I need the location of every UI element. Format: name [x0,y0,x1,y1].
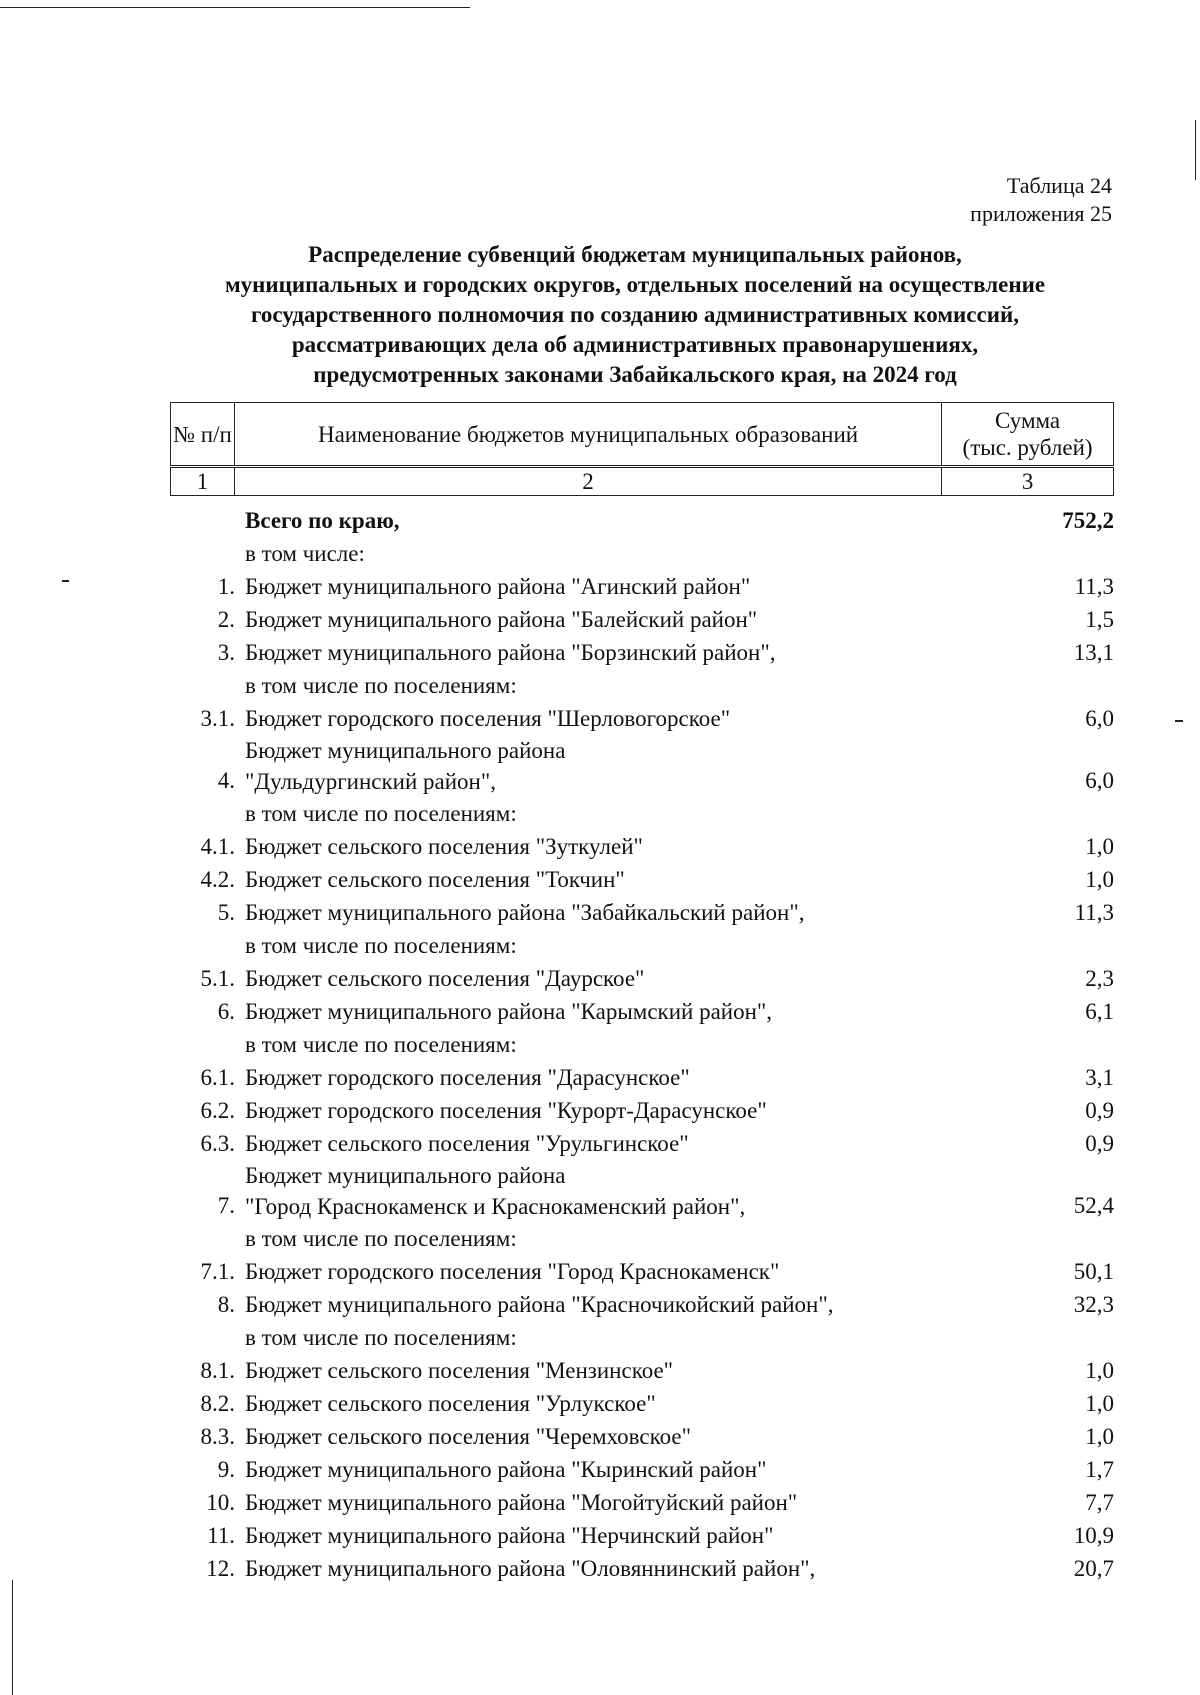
table-row [170,1387,1114,1420]
row-name: в том числе: [245,541,365,566]
header-sum-col [942,403,1114,467]
table-row [170,1552,1114,1585]
table-reference [970,172,1112,228]
row-value: 0,9 [1085,1131,1114,1156]
row-value: 10,9 [1073,1523,1114,1548]
row-value: 6,1 [1085,999,1114,1024]
row-value: 752,2 [1062,508,1114,533]
row-number: 12. [206,1556,235,1581]
header-index-2: 2 [234,467,941,496]
table-row [170,702,1114,735]
table-row [170,863,1114,896]
row-value: 11,3 [1074,574,1114,599]
row-number: 6. [217,999,235,1024]
budget-rows [170,504,1114,1585]
row-value: 6,0 [1085,768,1114,793]
row-value: 3,1 [1085,1065,1114,1090]
row-value: 1,7 [1085,1457,1114,1482]
row-number: 4. [217,768,235,793]
header-name-col: Наименование бюджетов муниципальных образований [234,403,941,467]
table-row [170,504,1114,537]
row-name: Бюджет городского поселения "Дарасунское" [245,1065,690,1090]
row-number: 1. [217,574,235,599]
table-row [170,1519,1114,1552]
row-number: 5.1. [200,966,235,991]
row-value: 1,0 [1085,1391,1114,1416]
row-name [235,1160,994,1222]
table-row [170,1288,1114,1321]
title-line: муниципальных и городских округов, отдельных поселений на осуществление [224,272,1046,297]
table-row [170,1061,1114,1094]
table-row [170,1222,1114,1255]
row-value: 2,3 [1085,966,1114,991]
row-name: в том числе по поселениям: [245,673,517,698]
row-value: 7,7 [1085,1490,1114,1515]
row-number: 4.1. [200,834,235,859]
row-number: 2. [217,607,235,632]
row-value: 0,9 [1085,1098,1114,1123]
table-row [170,1321,1114,1354]
row-name-line2: "Дульдургинский район", [245,769,497,794]
row-name: Бюджет сельского поселения "Урлукское" [245,1391,656,1416]
row-number: 8.1. [200,1358,235,1383]
row-name: Бюджет сельского поселения "Черемховское" [245,1424,691,1449]
row-number: 6.2. [200,1098,235,1123]
row-name: Бюджет городского поселения "Город Краснокаменск" [245,1259,780,1284]
row-number: 3. [217,640,235,665]
row-name: Бюджет сельского поселения "Урульгинское" [245,1131,689,1156]
table-header [170,402,1114,496]
table-row [170,830,1114,863]
row-number: 3.1. [200,706,235,731]
row-name [235,735,994,797]
table-row [170,636,1114,669]
row-number: 8.3. [200,1424,235,1449]
row-name: Бюджет муниципального района "Балейский район" [245,607,758,632]
table-ref-line2: приложения 25 [970,201,1112,226]
row-number: 7.1. [200,1259,235,1284]
row-value: 1,0 [1085,1358,1114,1383]
document-title [150,240,1120,390]
table-row [170,1028,1114,1061]
row-name-line2: "Город Краснокаменск и Краснокаменский район", [245,1194,746,1219]
row-name: Бюджет городского поселения "Шерловогорское" [245,706,731,731]
table-row [170,537,1114,570]
table-row [170,1453,1114,1486]
table-row [170,1160,1114,1222]
row-name: в том числе по поселениям: [245,1032,517,1057]
row-value: 1,0 [1085,867,1114,892]
table-ref-line1: Таблица 24 [1006,173,1112,198]
table-row [170,797,1114,830]
scan-dot-right [1175,720,1183,722]
row-value: 6,0 [1085,706,1114,731]
row-name: Бюджет сельского поселения "Даурское" [245,966,645,991]
header-index-3: 3 [942,467,1114,496]
row-value: 1,0 [1085,834,1114,859]
header-sum-line1: Сумма [994,408,1061,433]
row-number: 11. [207,1523,235,1548]
row-name: Бюджет сельского поселения "Токчин" [245,867,625,892]
row-number: 6.3. [200,1131,235,1156]
row-name: в том числе по поселениям: [245,933,517,958]
table-row [170,603,1114,636]
table-row [170,1420,1114,1453]
table-row [170,962,1114,995]
row-name: Бюджет муниципального района "Могойтуйский район" [245,1490,798,1515]
row-name-line1: Бюджет муниципального района [245,738,566,763]
table-row [170,735,1114,797]
header-num-col: № п/п [171,403,235,467]
row-name: Бюджет муниципального района "Красночикойский район", [245,1292,834,1317]
row-name: Бюджет муниципального района "Борзинский район", [245,640,776,665]
row-name-line1: Бюджет муниципального района [245,1163,566,1188]
table-row [170,570,1114,603]
row-number: 8.2. [200,1391,235,1416]
row-name: Бюджет сельского поселения "Зуткулей" [245,834,643,859]
table-row [170,896,1114,929]
title-line: Распределение субвенций бюджетам муниципальных районов, [308,242,962,267]
row-number: 4.2. [200,867,235,892]
row-number: 10. [206,1490,235,1515]
row-name: Бюджет сельского поселения "Мензинское" [245,1358,674,1383]
row-name: Бюджет муниципального района "Оловяннинский район", [245,1556,816,1581]
row-value: 52,4 [1073,1193,1114,1218]
table-row [170,1255,1114,1288]
row-number: 6.1. [200,1065,235,1090]
row-value: 1,0 [1085,1424,1114,1449]
header-sum-line2: (тыс. рублей) [962,435,1093,460]
scan-dot-left [62,580,69,582]
row-name: Бюджет муниципального района "Нерчинский район" [245,1523,774,1548]
table-row [170,929,1114,962]
row-name: Бюджет муниципального района "Карымский район", [245,999,773,1024]
row-number: 9. [217,1457,235,1482]
table-row [170,995,1114,1028]
scan-edge-top [0,7,470,8]
title-line: предусмотренных законами Забайкальского края, на 2024 год [313,362,957,387]
row-name: в том числе по поселениям: [245,801,517,826]
row-name: Бюджет муниципального района "Кыринский район" [245,1457,767,1482]
scan-edge-right [1195,120,1196,180]
row-name: Всего по краю, [245,508,400,533]
row-name: в том числе по поселениям: [245,1325,517,1350]
title-line: рассматривающих дела об административных правонарушениях, [291,332,979,357]
row-value: 13,1 [1073,640,1114,665]
row-value: 20,7 [1073,1556,1114,1581]
table-row [170,669,1114,702]
title-line: государственного полномочия по созданию административных комиссий, [251,302,1019,327]
table-row [170,1127,1114,1160]
row-name: Бюджет муниципального района "Агинский район" [245,574,751,599]
row-value: 32,3 [1073,1292,1114,1317]
table-row [170,1094,1114,1127]
row-number: 8. [217,1292,235,1317]
row-value: 1,5 [1085,607,1114,632]
scan-edge-left [12,1580,13,1695]
row-value: 11,3 [1074,900,1114,925]
row-number: 7. [217,1193,235,1218]
header-index-1: 1 [171,467,235,496]
row-name: Бюджет городского поселения "Курорт-Дарасунское" [245,1098,767,1123]
table-row [170,1486,1114,1519]
row-number: 5. [217,900,235,925]
row-name: в том числе по поселениям: [245,1226,517,1251]
table-row [170,1354,1114,1387]
row-name: Бюджет муниципального района "Забайкальский район", [245,900,805,925]
row-value: 50,1 [1073,1259,1114,1284]
